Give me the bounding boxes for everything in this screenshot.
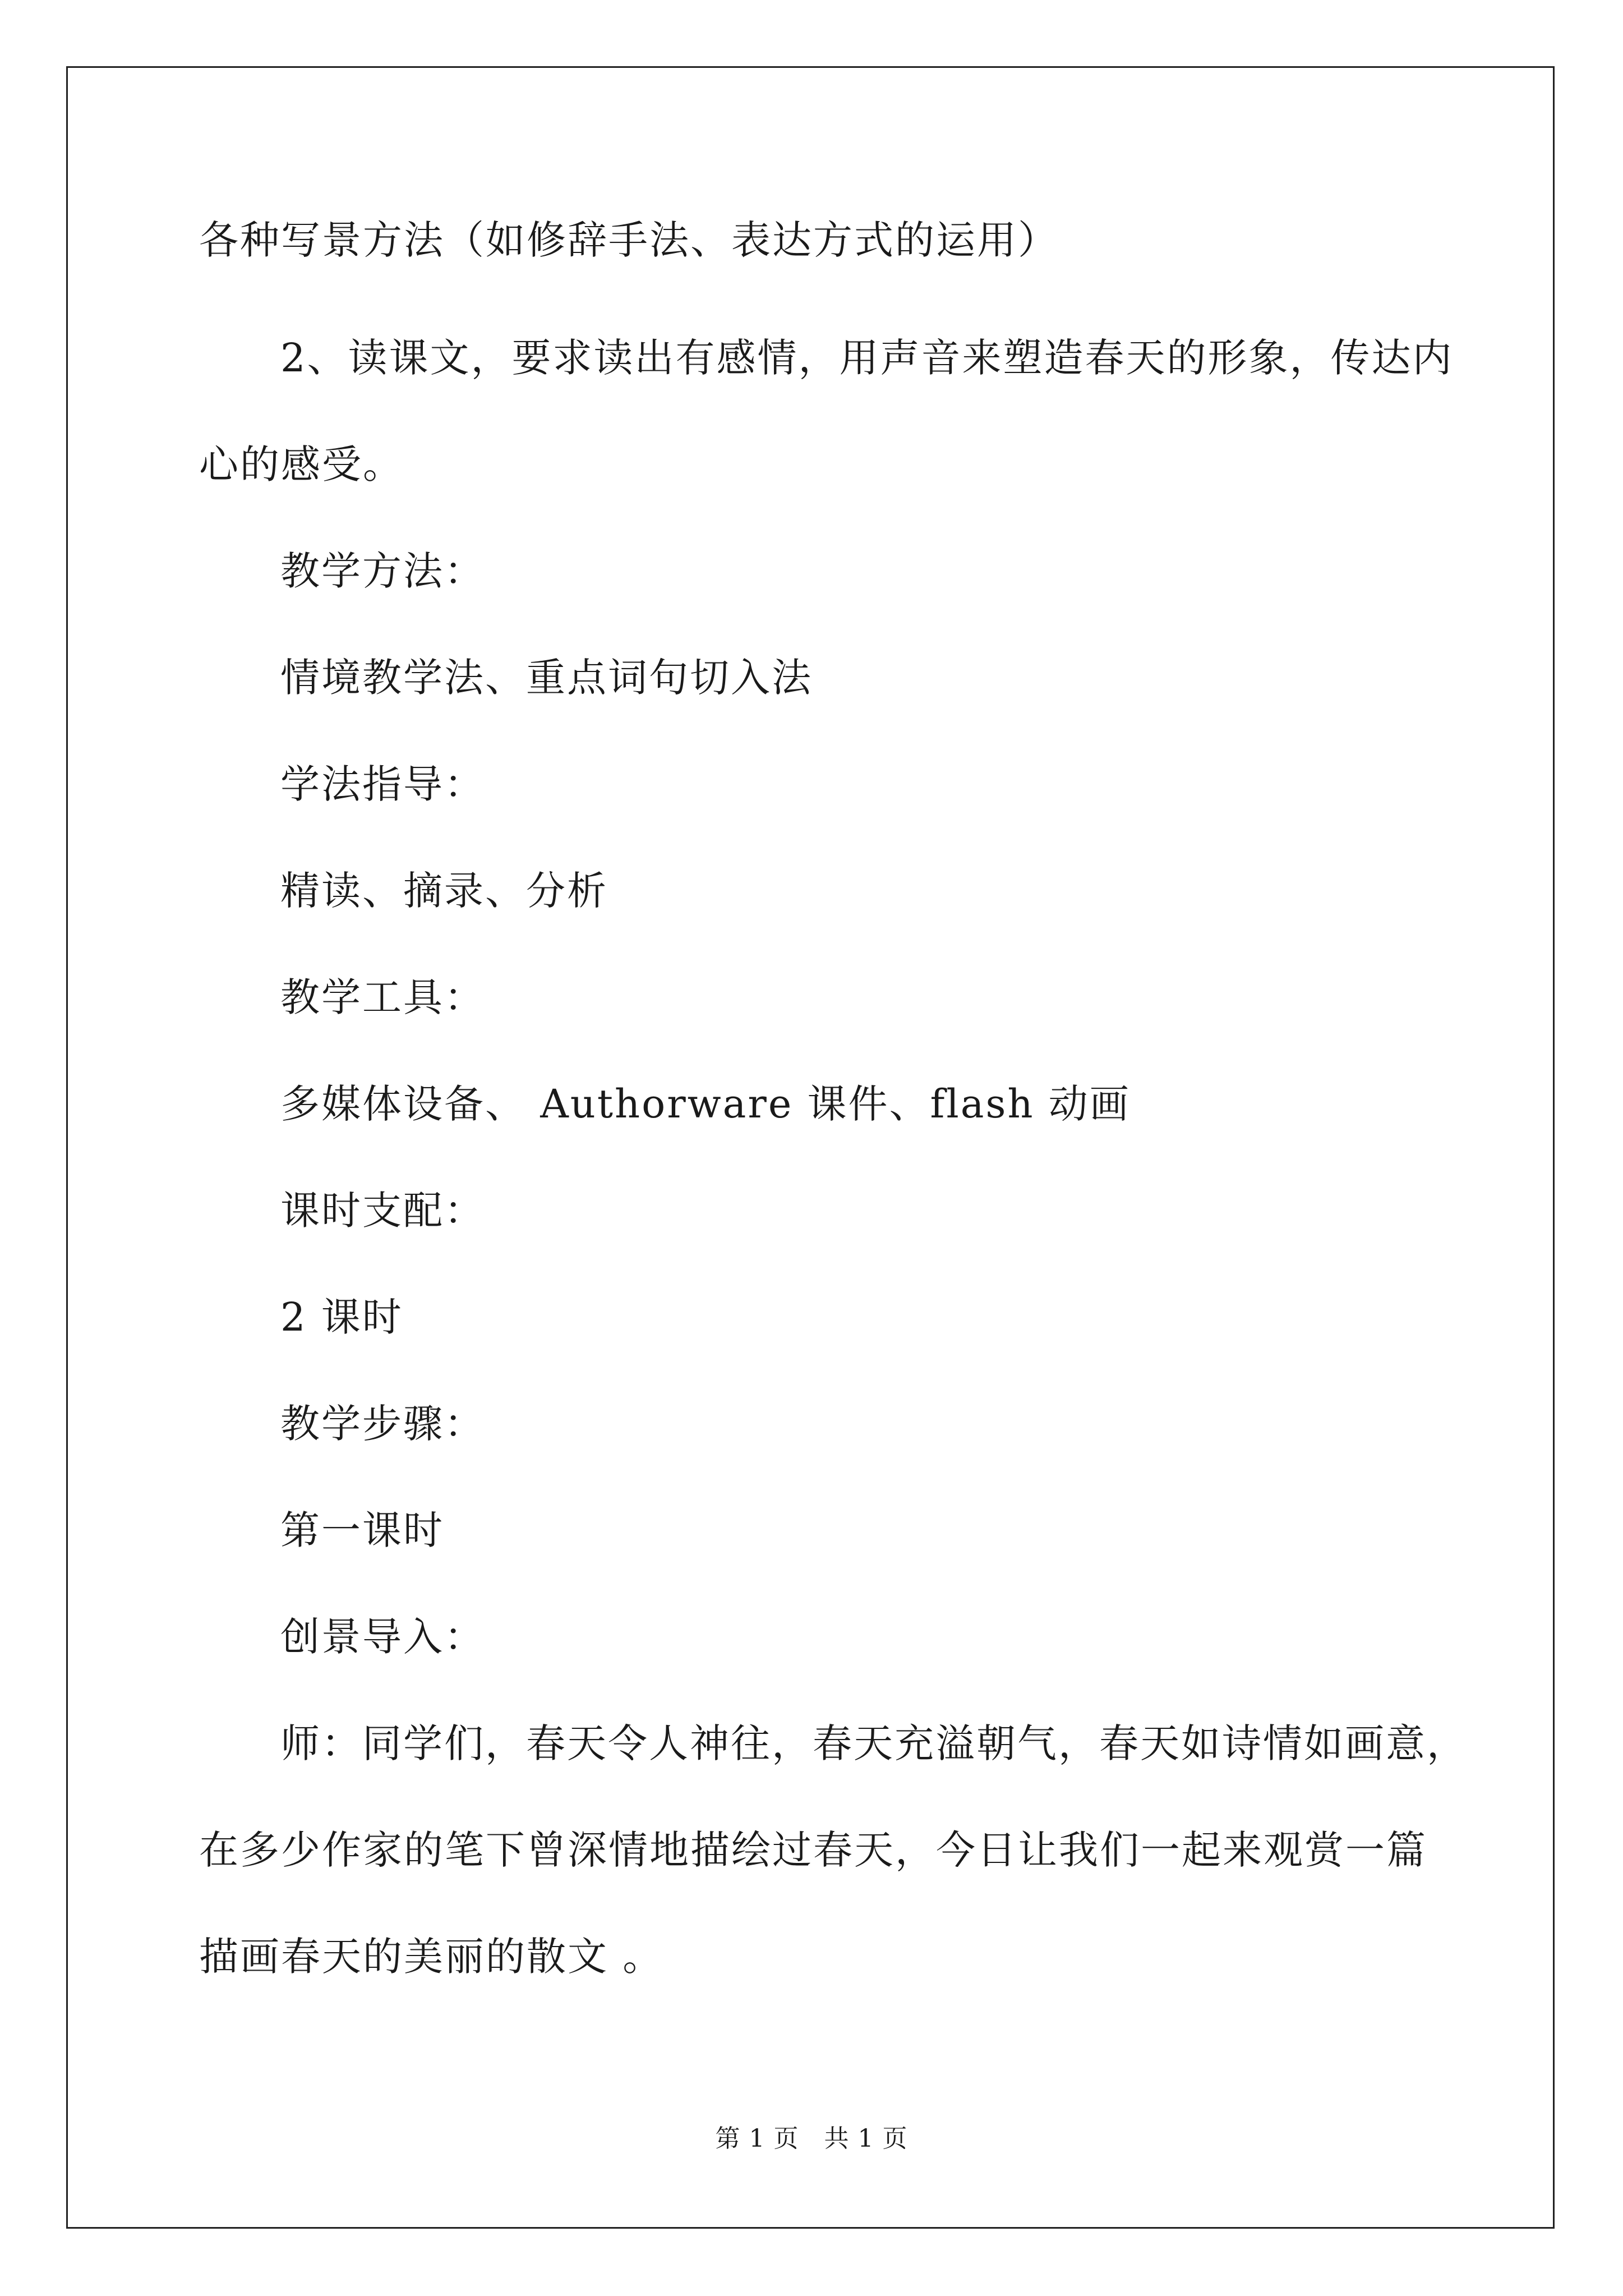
text-line: 2 课时 xyxy=(280,1294,403,1340)
page-number-footer: 第 1 页 共 1 页 xyxy=(715,2124,908,2153)
text-line: 2、读课文，要求读出有感情，用声音来塑造春天的形象，传达内 xyxy=(280,335,1454,381)
text-line: 多媒体设备、 Authorware 课件、flash 动画 xyxy=(280,1081,1131,1127)
section-heading: 教学工具： xyxy=(280,974,485,1020)
section-heading: 学法指导： xyxy=(280,761,485,807)
section-heading: 创景导入： xyxy=(280,1614,485,1660)
section-heading: 教学方法： xyxy=(280,548,485,594)
section-heading: 教学步骤： xyxy=(280,1401,485,1447)
text-line: 情境教学法、重点词句切入法 xyxy=(280,655,813,701)
text-line: 描画春天的美丽的散文 。 xyxy=(199,1934,664,1980)
text-line: 师：同学们，春天令人神往，春天充溢朝气，春天如诗情如画意， xyxy=(280,1720,1468,1766)
text-line: 第一课时 xyxy=(280,1507,444,1553)
text-line: 精读、摘录、分析 xyxy=(280,868,608,914)
text-line: 心的感受。 xyxy=(199,441,404,487)
section-heading: 课时支配： xyxy=(280,1188,485,1234)
document-body xyxy=(199,217,1468,2041)
text-line: 在多少作家的笔下曾深情地描绘过春天，今日让我们一起来观赏一篇 xyxy=(199,1827,1427,1873)
text-line: 各种写景方法（如修辞手法、表达方式的运用） xyxy=(199,217,1059,263)
